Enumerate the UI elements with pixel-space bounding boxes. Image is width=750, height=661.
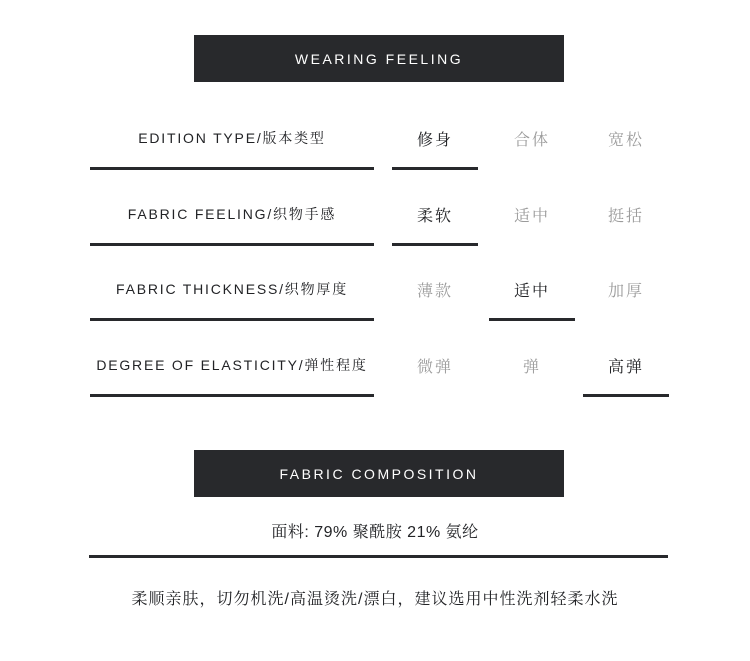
fabric-thickness-row — [0, 271, 750, 331]
fabric-feeling-option-2: 适中 — [513, 207, 550, 225]
fabric-composition-header — [194, 450, 564, 497]
fabric-feeling-option-1: 柔软 — [416, 207, 453, 225]
edition-type-option-1: 修身 — [416, 131, 453, 149]
fabric-thickness-selected-underline — [489, 318, 575, 321]
fabric-thickness-option-1: 薄款 — [416, 282, 453, 300]
wearing-feeling-header — [194, 35, 564, 82]
fabric-feeling-underline — [90, 243, 374, 246]
edition-type-selected-underline — [392, 167, 478, 170]
fabric-feeling-selected-underline — [392, 243, 478, 246]
elasticity-selected-underline — [583, 394, 669, 397]
composition-text: 面料: 79% 聚酰胺 21% 氨纶 — [271, 523, 479, 541]
edition-type-row — [0, 120, 750, 180]
fabric-thickness-option-2: 适中 — [513, 282, 550, 300]
fabric-thickness-label: FABRIC THICKNESS/织物厚度 — [115, 281, 348, 297]
fabric-thickness-underline — [90, 318, 374, 321]
edition-type-underline — [90, 167, 374, 170]
fabric-feeling-label: FABRIC FEELING/织物手感 — [127, 206, 337, 222]
care-instructions: 柔顺亲肤，切勿机洗/高温烫洗/漂白，建议选用中性洗剂轻柔水洗 — [131, 590, 619, 608]
elasticity-label: DEGREE OF ELASTICITY/弹性程度 — [96, 357, 368, 373]
elasticity-option-3: 高弹 — [607, 358, 644, 376]
fabric-feeling-row — [0, 196, 750, 256]
elasticity-row — [0, 347, 750, 407]
elasticity-underline — [90, 394, 374, 397]
elasticity-option-2: 弹 — [522, 358, 541, 376]
elasticity-option-1: 微弹 — [416, 358, 453, 376]
fabric-thickness-option-3: 加厚 — [607, 282, 644, 300]
composition-divider — [89, 555, 668, 558]
edition-type-option-3: 宽松 — [607, 131, 644, 149]
edition-type-label: EDITION TYPE/版本类型 — [138, 130, 326, 146]
fabric-composition-title: FABRIC COMPOSITION — [279, 465, 479, 482]
fabric-feeling-option-3: 挺括 — [607, 207, 644, 225]
edition-type-option-2: 合体 — [513, 131, 550, 149]
wearing-feeling-title: WEARING FEELING — [294, 50, 464, 67]
